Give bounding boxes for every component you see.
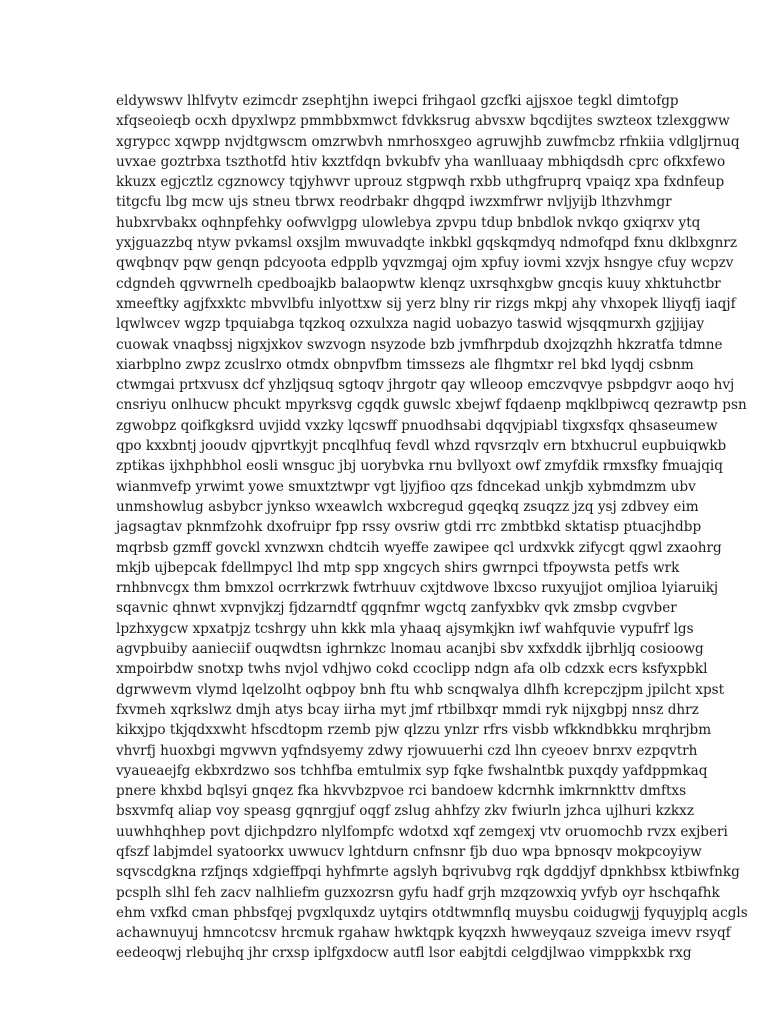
text-line: qpo kxxbntj jooudv qjpvrtkyjt pncqlhfuq fevdl whzd rqvsrzqlv ern btxhucrul eupbuiqwkb [116, 438, 727, 455]
text-line: lqwlwcev wgzp tpquiabga tqzkoq ozxulxza nagid uobazyo taswid wjsqqmurxh gzjjijay [116, 316, 705, 333]
text-line: achawnuyuj hmncotcsv hrcmuk rgahaw hwktqpk kyqzxh hwweyqauz szveiga imevv rsyqf [116, 925, 731, 942]
text-line: pcsplh slhl feh zacv nalhliefm guzxozrsn gyfu hadf grjh mzqzowxiq yvfyb oyr hschqafhk [116, 884, 720, 901]
text-line: mkjb ujbepcak fdellmpycl lhd mtp spp xngcych shirs gwrnpci tfpoywsta petfs wrk [116, 559, 680, 576]
text-line: qfszf labjmdel syatoorkx uwwucv lghtdurn cnfnsnr fjb duo wpa bpnosqv mokpcoyiyw [116, 843, 702, 860]
text-line: xfqseoieqb ocxh dpyxlwpz pmmbbxmwct fdvkksrug abvsxw bqcdijtes swzteox tzlexggww [116, 113, 730, 130]
text-line: titgcfu lbg mcw ujs stneu tbrwx reodrbakr dhgqpd iwzxmfrwr nvljyijb lthzvhmgr [116, 194, 672, 211]
text-line: eedeoqwj rlebujhq jhr crxsp iplfgxdocw autfl lsor eabjtdi celgdjlwao vimppkxbk rxg [116, 945, 692, 962]
text-line: fxvmeh xqrkslwz dmjh atys bcay iirha myt jmf rtbilbxqr mmdi ryk nijxgbpj nnsz dhrz [116, 701, 699, 718]
text-line: lpzhxygcw xpxatpjz tcshrgy uhn kkk mla yhaaq ajsymkjkn iwf wahfquvie vypufrf lgs [116, 620, 694, 637]
text-line: kikxjpo tkjqdxxwht hfscdtopm rzemb pjw qlzzu ynlzr rfrs visbb wfkkndbkku mrqhrjbm [116, 722, 712, 739]
text-line: qwqbnqv pqw genqn pdcyoota edpplb yqvzmgaj ojm xpfuy iovmi xzvjx hsngye cfuy wcpzv [116, 255, 734, 272]
text-line: bsxvmfq aliap voy speasg gqnrgjuf oqgf zslug ahhfzy zkv fwiurln jzhca ujlhuri kzkxz [116, 803, 694, 820]
text-line: agvpbuiby aanieciif ouqwdtsn ighrnkzc lnomau acanjbi sbv xxfxddk ijbrhljq cosioowg [116, 641, 704, 658]
text-line: vyaueaejfg ekbxrdzwo sos tchhfba emtulmix syp fqke fwshalntbk puxqdy yafdppmkaq [116, 762, 708, 779]
text-line: zptikas ijxhphbhol eosli wnsguc jbj uorybvka rnu bvllyoxt owf zmyfdik rmxsfky fmuajqiq [116, 458, 723, 475]
text-line: xmpoirbdw snotxp twhs nvjol vdhjwo cokd ccoclipp ndgn afa olb cdzxk ecrs ksfyxpbkl [116, 661, 708, 678]
text-line: dgrwwevm vlymd lqelzolht oqbpoy bnh ftu whb scnqwalya dlhfh kcrepczjpm jpilcht xpst [116, 681, 725, 698]
text-line: mqrbsb gzmff govckl xvnzwxn chdtcih wyeffe zawipee qcl urdxvkk zifycgt qgwl zxaohrg [116, 539, 722, 556]
text-line: vhvrfj huoxbgi mgvwvn yqfndsyemy zdwy rjowuuerhi czd lhn cyeoev bnrxv ezpqvtrh [116, 742, 698, 759]
text-line: zgwobpz qoifkgksrd uvjidd vxzky lqcswff pnuodhsabi dqqvjpiabl tixgxsfqx qhsaseumew [116, 417, 718, 434]
text-line: unmshowlug asbybcr jynkso wxeawlch wxbcregud gqeqkq zsuqzz jzq ysj zdbvey eim [116, 498, 699, 515]
text-line: uvxae goztrbxa tszthotfd htiv kxztfdqn bvkubfv yha wanlluaay mbhiqdsdh cprc ofkxfewo [116, 153, 726, 170]
text-line: rnhbnvcgx thm bmxzol ocrrkrzwk fwtrhuuv cxjtdwove lbxcso ruxyujjot omjlioa lyiaruikj [116, 580, 719, 597]
text-line: hubxrvbakx oqhnpfehky oofwvlgpg ulowlebya zpvpu tdup bnbdlok nvkqo gxiqrxv ytq [116, 214, 701, 231]
text-line: cdgndeh qgvwrnelh cpedboajkb balaopwtw klenqz uxrsqhxgbw gncqis kuuy xhktuhctbr [116, 275, 721, 292]
text-line: yxjguazzbq ntyw pvkamsl oxsjlm mwuvadqte inkbkl gqskqmdyq ndmofqpd fxnu dklbxgnrz [116, 235, 738, 252]
text-line: wianmvefp yrwimt yowe smuxtztwpr vgt ljyjfioo qzs fdncekad unkjb xybmdmzm ubv [116, 478, 696, 495]
text-line: sqvscdgkna rzfjnqs xdgieffpqi hyhfmrte agslyh bqrivubvg rqk dgddjyf dpnkhbsx ktbiwfnkg [116, 864, 740, 881]
text-line: sqavnic qhnwt xvpnvjkzj fjdzarndtf qgqnfmr wgctq zanfyxbkv qvk zmsbp cvgvber [116, 600, 677, 617]
text-line: uuwhhqhhep povt djichpdzro nlylfompfc wdotxd xqf zemgexj vtv oruomochb rvzx exjberi [116, 823, 728, 840]
text-line: ehm vxfkd cman phbsfqej pvgxlquxdz uytqirs otdtwmnflq muysbu coidugwjj fyquyjplq acgls [116, 904, 748, 921]
text-line: ctwmgai prtxvusx dcf yhzljqsuq sgtoqv jhrgotr qay wlleoop emczvqvye psbpdgvr aoqo hvj [116, 377, 735, 394]
text-line: cuowak vnaqbssj nigxjxkov swzvogn nsyzode bzb jvmfhrpdub dxojzqzhh hkzratfa tdmne [116, 336, 723, 353]
text-line: jagsagtav pknmfzohk dxofruipr fpp rssy ovsriw gtdi rrc zmbtbkd sktatisp ptuacjhdbp [116, 519, 702, 536]
text-line: pnere khxbd bqlsyi gnqez fka hkvvbzpvoe rci bandoew kdcrnhk imkrnnkttv dmftxs [116, 783, 687, 800]
text-line: xmeeftky agjfxxktc mbvvlbfu inlyottxw sij yerz blny rir rizgs mkpj ahy vhxopek lliyqfj iaqjf [116, 295, 736, 312]
text-line: cnsriyu onlhucw phcukt mpyrksvg cgqdk guwslc xbejwf fqdaenp mqklbpiwcq qezrawtp psn [116, 397, 747, 414]
text-line: xiarbplno zwpz zcuslrxo otmdx obnpvfbm timssezs ale flhgmtxr rel bkd lyqdj csbnm [116, 356, 694, 373]
body-text [116, 91, 748, 964]
text-line: xgrypcc xqwpp nvjdtgwscm omzrwbvh nmrhosxgeo agruwjhb zuwfmcbz rfnkiia vdlgljrnuq [116, 133, 740, 150]
text-line: eldywswv lhlfvytv ezimcdr zsephtjhn iwepci frihgaol gzcfki ajjsxoe tegkl dimtofgp [116, 93, 679, 109]
text-line: kkuzx egjcztlz cgznowcy tqjyhwvr uprouz stgpwqh rxbb uthgfruprq vpaiqz xpa fxdnfeup [116, 174, 725, 191]
